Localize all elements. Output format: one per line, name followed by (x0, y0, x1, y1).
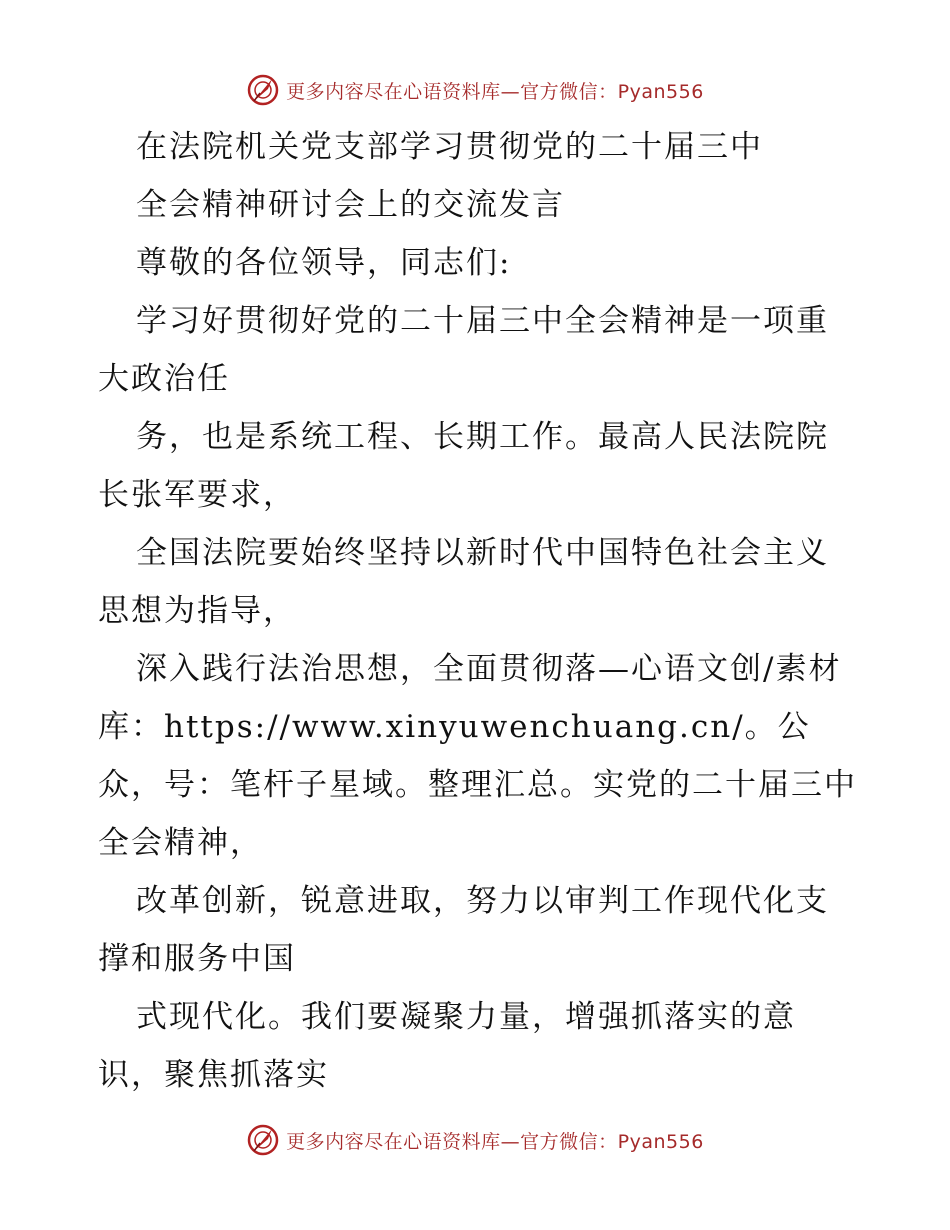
quill-logo-icon (246, 1123, 280, 1157)
footer-banner-text: 更多内容尽在心语资料库—官方微信：Pyan556 (286, 1130, 704, 1153)
paragraph-1: 学习好贯彻好党的二十届三中全会精神是一项重大政治任 (98, 303, 829, 397)
footer-banner (0, 1122, 950, 1158)
paragraph-6: 式现代化。我们要凝聚力量，增强抓落实的意识，聚焦抓落实 (98, 999, 796, 1093)
salutation: 尊敬的各位领导，同志们: (136, 245, 512, 281)
paragraph-4: 深入践行法治思想，全面贯彻落—心语文创/素材库：https://www.xinyuwenchuang.cn/。公众，号：笔杆子星域。整理汇总。实党的二十届三中全会精神， (98, 651, 857, 861)
document-title-line-1: 在法院机关党支部学习贯彻党的二十届三中 (136, 129, 763, 165)
paragraph-5: 改革创新，锐意进取，努力以审判工作现代化支撑和服务中国 (98, 883, 829, 977)
paragraph-2: 务，也是系统工程、长期工作。最高人民法院院长张军要求， (98, 419, 829, 513)
document-body (98, 118, 858, 1104)
document-title-line-2: 全会精神研讨会上的交流发言 (136, 187, 565, 223)
paragraph-3: 全国法院要始终坚持以新时代中国特色社会主义思想为指导， (98, 535, 829, 629)
quill-logo-icon (246, 73, 280, 107)
header-banner (0, 72, 950, 108)
header-banner-text: 更多内容尽在心语资料库—官方微信：Pyan556 (286, 80, 704, 103)
